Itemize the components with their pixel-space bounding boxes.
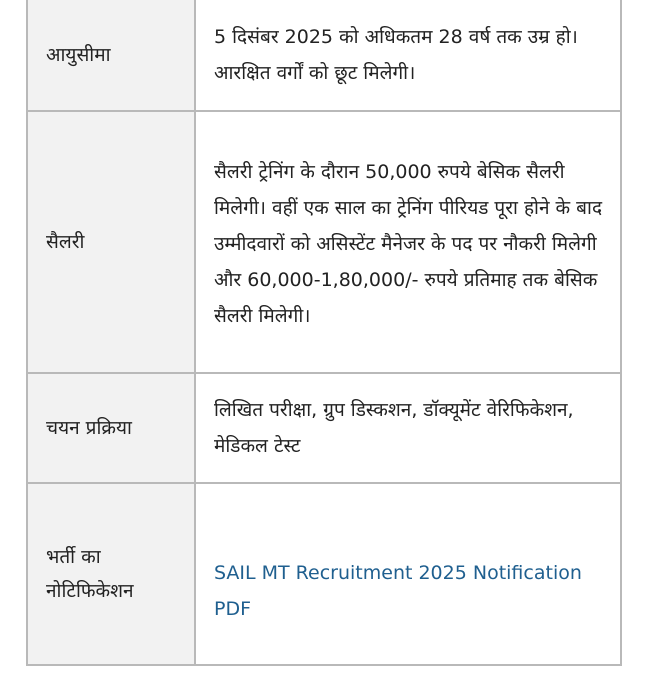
table-row-salary <box>27 111 621 373</box>
age-limit-value: 5 दिसंबर 2025 को अधिकतम 28 वर्ष तक उम्र हो। आरक्षित वर्गों को छूट मिलेगी। <box>195 0 621 111</box>
notification-value-cell <box>195 483 621 665</box>
table-row-selection-process <box>27 373 621 483</box>
salary-value: सैलरी ट्रेनिंग के दौरान 50,000 रुपये बेसिक सैलरी मिलेगी। वहीं एक साल का ट्रेनिंग पीरियड पूरा होने के बाद उम्मीदवारों को असिस्टेंट मैनेजर के पद पर नौकरी मिलेगी और 60,000-1,80,000/- रुपये प्रतिमाह तक बेसिक सैलरी मिलेगी। <box>195 111 621 373</box>
notification-label: भर्ती का नोटिफिकेशन <box>27 483 195 665</box>
salary-label: सैलरी <box>27 111 195 373</box>
table-row-age-limit <box>27 0 621 111</box>
selection-process-label: चयन प्रक्रिया <box>27 373 195 483</box>
selection-process-value: लिखित परीक्षा, ग्रुप डिस्कशन, डॉक्यूमेंट वेरिफिकेशन, मेडिकल टेस्ट <box>195 373 621 483</box>
notification-pdf-link[interactable]: SAIL MT Recruitment 2025 Notification PDF <box>214 562 582 620</box>
table-row-notification <box>27 483 621 665</box>
age-limit-label: आयुसीमा <box>27 0 195 111</box>
recruitment-details-table <box>26 0 622 666</box>
